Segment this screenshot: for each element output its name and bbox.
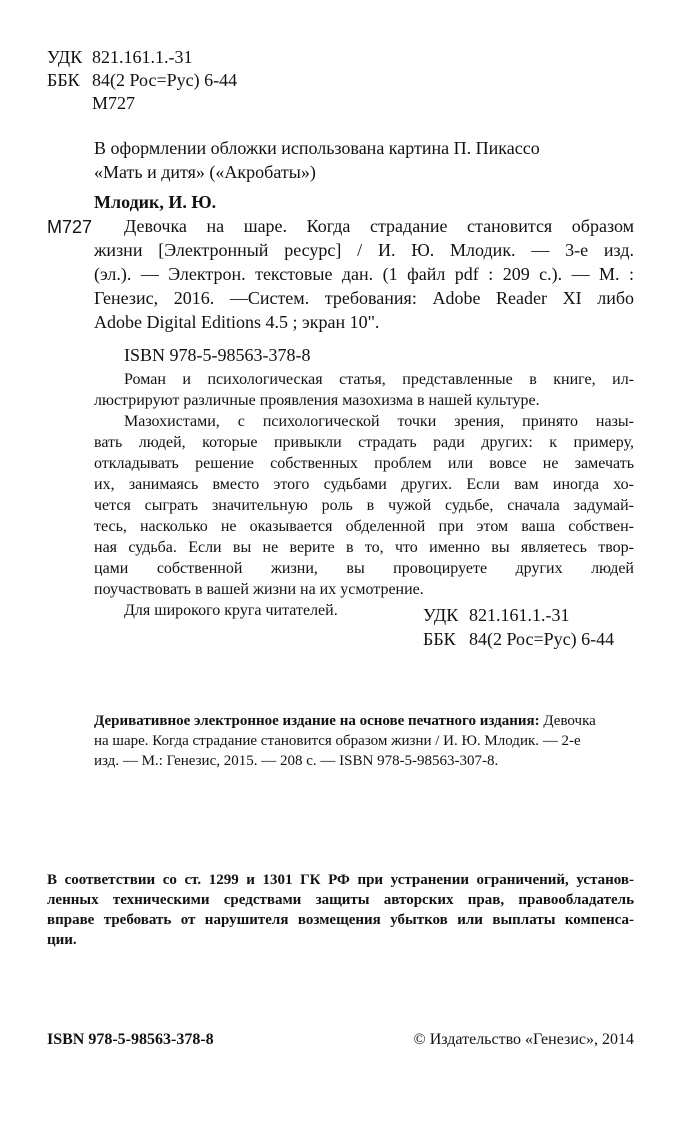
- derivative-note: [94, 711, 634, 771]
- derivative-line1-rest: Девочка: [539, 713, 596, 729]
- udk-label: УДК: [47, 47, 83, 67]
- annotation-line: Роман и психологическая статья, представленные в книге, ил-: [124, 371, 634, 388]
- classification-bbk-label: ББК: [423, 629, 456, 649]
- legal-line: ции.: [47, 932, 77, 948]
- classification-bbk-value: 84(2 Рос=Рус) 6-44: [469, 629, 615, 649]
- legal-line: ленных техническими средствами защиты авторских прав, правообладатель: [47, 892, 634, 908]
- bib-description: [94, 214, 634, 334]
- footer-copyright: © Издательство «Генезис», 2014: [413, 1031, 634, 1048]
- bib-isbn: ISBN 978-5-98563-378-8: [124, 345, 311, 365]
- annotation-line: Мазохистами, с психологической точки зрения, принято назы-: [124, 413, 634, 430]
- annotation-line: их, занимаясь вместо этого судьбами других. Если вам иногда хо-: [94, 476, 634, 493]
- legal-line: В соответствии со ст. 1299 и 1301 ГК РФ при устранении ограничений, установ-: [47, 872, 634, 888]
- bbk-label: ББК: [47, 70, 80, 90]
- bbk-value: 84(2 Рос=Рус) 6-44: [92, 70, 238, 90]
- cover-note-line: В оформлении обложки использована картина П. Пикассо: [94, 138, 540, 158]
- bib-line: (эл.). — Электрон. текстовые дан. (1 файл pdf : 209 с.). — М. :: [94, 264, 634, 284]
- annotation-line: тесь, насколько не оказывается обделенной при этом ваша собствен-: [94, 518, 634, 535]
- annotation-line: откладывать решение собственных проблем или вовсе не замечать: [94, 455, 634, 472]
- classification-udk-label: УДК: [423, 605, 459, 625]
- derivative-line: [94, 711, 634, 731]
- author-mark: М727: [92, 93, 136, 113]
- annotation-line: чется сыграть значительную роль в чужой судьбе, сначала задумай-: [94, 497, 634, 514]
- udk-value: 821.161.1.-31: [92, 47, 193, 67]
- author-heading: Млодик, И. Ю.: [94, 192, 217, 212]
- derivative-line: на шаре. Когда страдание становится образом жизни / И. Ю. Млодик. — 2-е: [94, 733, 581, 749]
- bib-line: Adobe Digital Editions 4.5 ; экран 10".: [94, 312, 380, 332]
- legal-line: вправе требовать от нарушителя возмещения убытков или выплаты компенса-: [47, 912, 634, 928]
- derivative-lead: Деривативное электронное издание на основе печатного издания:: [94, 713, 540, 729]
- annotation-line: поучаствовать в вашей жизни на их усмотрение.: [94, 581, 424, 598]
- classification-udk-value: 821.161.1.-31: [469, 605, 570, 625]
- bib-mark: М727: [47, 217, 93, 237]
- annotation-line: вать людей, которые привыкли страдать ради других: к примеру,: [94, 434, 634, 451]
- annotation-line: цами собственной жизни, вы провоцируете других людей: [94, 560, 634, 577]
- bib-line: Генезис, 2016. —Систем. требования: Adobe Reader XI либо: [94, 288, 634, 308]
- annotation-line: ная судьба. Если вы не верите в то, что именно вы являетесь твор-: [94, 539, 634, 556]
- annotation-line: Для широкого круга читателей.: [124, 602, 338, 619]
- bib-line: жизни [Электронный ресурс] / И. Ю. Млодик. — 3-е изд.: [94, 240, 634, 260]
- annotation: [94, 369, 634, 621]
- annotation-line: люстрируют различные проявления мазохизма в нашей культуре.: [94, 392, 540, 409]
- legal-notice: [47, 870, 634, 950]
- footer-isbn: ISBN 978-5-98563-378-8: [47, 1031, 214, 1048]
- bib-line: Девочка на шаре. Когда страдание становится образом: [124, 216, 634, 236]
- cover-note-line: «Мать и дитя» («Акробаты»): [94, 162, 316, 182]
- derivative-line: изд. — М.: Генезис, 2015. — 208 с. — ISBN 978-5-98563-307-8.: [94, 753, 499, 769]
